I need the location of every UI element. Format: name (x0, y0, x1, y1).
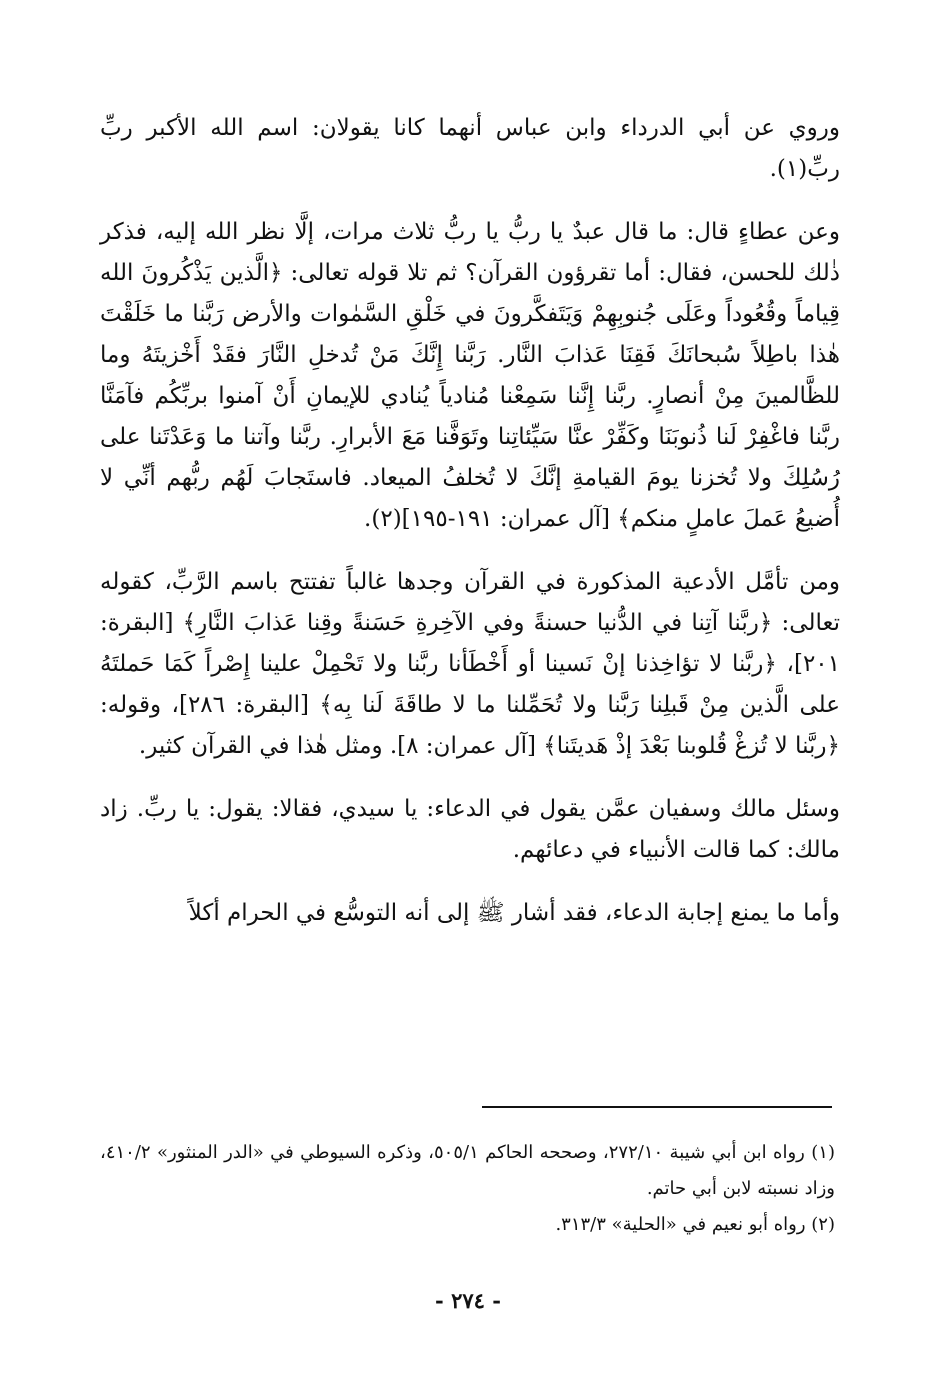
paragraph-1: وروي عن أبي الدرداء وابن عباس أنهما كانا يقولان: اسم الله الأكبر ربِّ ربِّ(١). (100, 115, 840, 182)
footnote-2: (٢) رواه أبو نعيم في «الحلية» ٣١٣/٣. (555, 1214, 835, 1235)
footnote-1: (١) رواه ابن أبي شيبة ٢٧٢/١٠، وصححه الحاكم ٥٠٥/١، وذكره السيوطي في «الدر المنثور» ٤١٠/٢، وزاد نسبته لابن أبي حاتم. (100, 1142, 835, 1199)
main-text (100, 108, 840, 956)
footnote-divider (482, 1106, 832, 1108)
footnotes (100, 1135, 835, 1243)
paragraph-3: ومن تأمَّل الأدعية المذكورة في القرآن وجدها غالباً تفتتح باسم الرَّبِّ، كقوله تعالى: ﴿ربَّنا آتِنا في الدُّنيا حسنةً وفي الآخِرةِ حَسَنةً وقِنا عَذابَ النَّارِ﴾ [البقرة: ٢٠١]، ﴿ربَّنا لا تؤاخِذنا إنْ نَسينا أو أَخْطَأنا ربَّنا ولا تَحْمِلْ علينا إِصْراً كَمَا حَملتَهُ على الَّذين مِنْ قَبلِنا رَبَّنا ولا تُحَمِّلنا ما لا طاقَةَ لَنا بِه﴾ [البقرة: ٢٨٦]، وقوله: ﴿ربَّنا لا تُزغْ قُلوبنا بَعْدَ إذْ هَديتَنا﴾ [آل عمران: ٨]. ومثل هٰذا في القرآن كثير. (100, 569, 840, 759)
paragraph-4: وسئل مالك وسفيان عمَّن يقول في الدعاء: يا سيدي، فقالا: يقول: يا ربِّ. زاد مالك: كما قالت الأنبياء في دعائهم. (100, 796, 840, 863)
page-number: - ٢٧٤ - (435, 1288, 501, 1313)
paragraph-2: وعن عطاءٍ قال: ما قال عبدٌ يا ربُّ يا ربُّ ثلاث مرات، إلَّا نظر الله إليه، فذكر ذٰلك للحسن، فقال: أما تقرؤون القرآن؟ ثم تلا قوله تعالى: ﴿الَّذين يَذْكُرونَ الله قِياماً وقُعُوداً وعَلَى جُنوبِهِمْ وَيَتَفكَّرونَ في خَلْقِ السَّمٰوات والأرض رَبَّنا ما خَلَقْتَ هٰذا باطِلاً سُبحانَكَ فَقِنَا عَذابَ النَّار. رَبَّنا إِنَّكَ مَنْ تُدخلِ النَّارَ فقَدْ أَخْزيتَهُ وما للظَّالمينَ مِنْ أنصارٍ. ربَّنا إِنَّنا سَمِعْنا مُنادياً يُنادي للإيمانِ أَنْ آمنوا بربِّكُم فآمَنَّا ربَّنا فاغْفِرْ لَنا ذُنوبَنَا وكَفِّرْ عنَّا سَيِّئاتِنا وتَوَفَّنا مَعَ الأبرارِ. ربَّنا وآتنا ما وَعَدْتَنا على رُسُلِكَ ولا تُخزنا يومَ القيامةِ إنَّكَ لا تُخلفُ الميعاد. فاستَجابَ لَهُم ربُّهم أنِّي لا أُضيعُ عَملَ عاملٍ منكم﴾ [آل عمران: ١٩١-١٩٥](٢). (100, 219, 840, 532)
body-text (100, 108, 840, 934)
paragraph-5: وأما ما يمنع إجابة الدعاء، فقد أشار ﷺ إلى أنه التوسُّع في الحرام أكلاً (188, 900, 840, 926)
